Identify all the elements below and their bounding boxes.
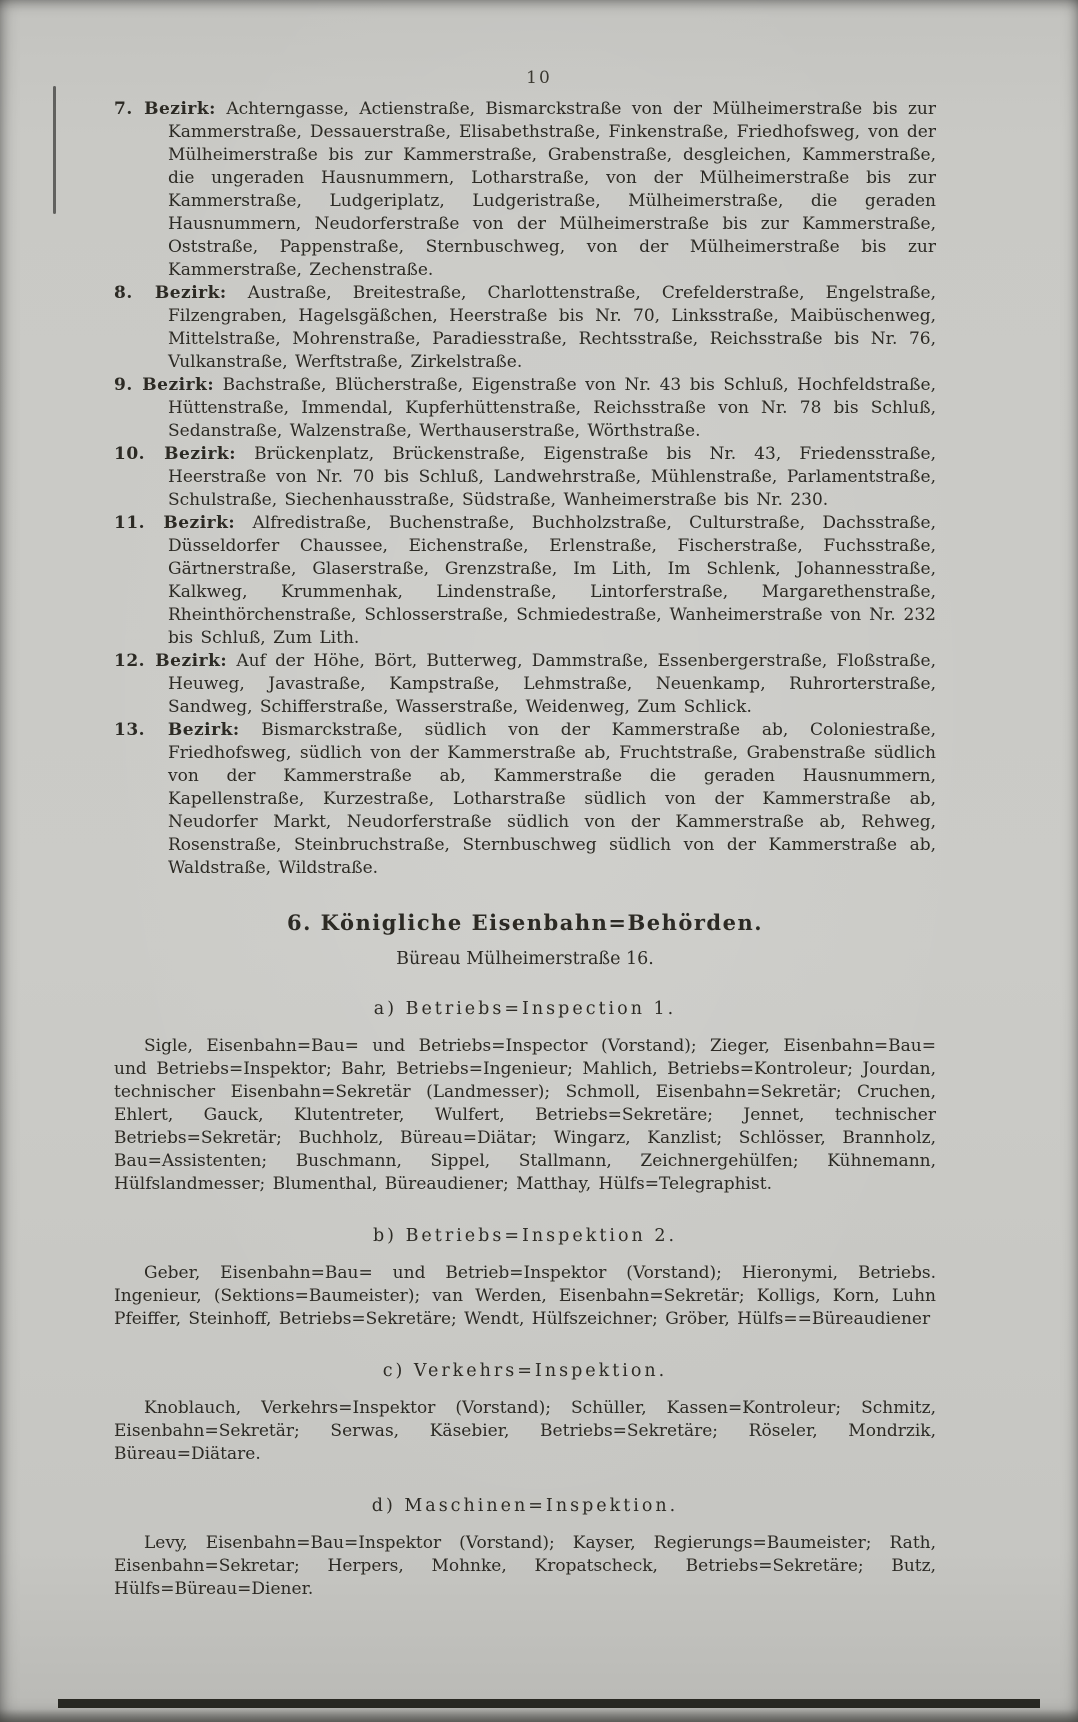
district-entry-8 <box>114 282 936 374</box>
district-label: 10. Bezirk: <box>114 444 236 464</box>
district-text: Bismarckstraße, südlich von der Kammerstraße ab, Coloniestraße, Friedhofsweg, südlich von der Kammerstraße ab, Fruchtstraße, Grabenstraße südlich von der Kammerstraße ab, Kammerstraße die geraden Hausnummern, Kapellenstraße, Kurzestraße, Lotharstraße südlich von der Kammerstraße ab, Neudorfer Markt, Neudorferstraße südlich von der Kammerstraße ab, Rehweg, Rosenstraße, Steinbruchstraße, Sternbuschweg südlich von der Kammerstraße ab, Waldstraße, Wildstraße. <box>168 720 936 878</box>
district-entry-10 <box>114 443 936 512</box>
district-text: Bachstraße, Blücherstraße, Eigenstraße von Nr. 43 bis Schluß, Hochfeldstraße, Hüttenstraße, Immendal, Kupferhüttenstraße, Reichsstraße von Nr. 78 bis Schluß, Sedanstraße, Walzenstraße, Werthauserstraße, Wörthstraße. <box>168 375 936 441</box>
district-entry-11 <box>114 512 936 650</box>
subsection-heading-c: c) Verkehrs=Inspektion. <box>382 1361 668 1381</box>
subsection-body-c: Knoblauch, Verkehrs=Inspektor (Vorstand); Schüller, Kassen=Kontroleur; Schmitz, Eisenbahn=Sekretär; Serwas, Käsebier, Betriebs=Sekretäre; Röseler, Mondrzik, Büreau=Diätare. <box>114 1398 936 1464</box>
district-text: Alfredistraße, Buchenstraße, Buchholzstraße, Culturstraße, Dachsstraße, Düsseldorfer Chaussee, Eichenstraße, Erlenstraße, Fischerstraße, Fuchsstraße, Gärtnerstraße, Glaserstraße, Grenzstraße, Im Lith, Im Schlenk, Johannesstraße, Kalkweg, Krummenhak, Lindenstraße, Lintorferstraße, Margarethenstraße, Rheinthörchenstraße, Schlosserstraße, Schmiedestraße, Wanheimerstraße von Nr. 232 bis Schluß, Zum Lith. <box>168 513 936 648</box>
district-label: 8. Bezirk: <box>114 283 227 303</box>
subsection-body-a: Sigle, Eisenbahn=Bau= und Betriebs=Inspector (Vorstand); Zieger, Eisenbahn=Bau= und Betriebs=Inspektor; Bahr, Betriebs=Ingenieur; Mahlich, Betriebs=Kontroleur; Jourdan, technischer Eisenbahn=Sekretär (Landmesser); Schmoll, Eisenbahn=Sekretär; Cruchen, Ehlert, Gauck, Klutentreter, Wulfert, Betriebs=Sekretäre; Jennet, technischer Betriebs=Sekretär; Buchholz, Büreau=Diätar; Wingarz, Kanzlist; Schlösser, Brannholz, Bau=Assistenten; Buschmann, Sippel, Stallmann, Zeichnergehülfen; Kühnemann, Hülfslandmesser; Blumenthal, Büreaudiener; Matthay, Hülfs=Telegraphist. <box>114 1036 936 1194</box>
district-label: 9. Bezirk: <box>114 375 215 395</box>
page-number: 10 <box>526 68 552 88</box>
district-entry-7 <box>114 98 936 282</box>
district-label: 13. Bezirk: <box>114 720 240 740</box>
subsection-body-b: Geber, Eisenbahn=Bau= und Betrieb=Inspektor (Vorstand); Hieronymi, Betriebs. Ingenieur, (Sektions=Baumeister); van Werden, Eisenbahn=Sekretär; Kolligs, Korn, Luhn Pfeiffer, Steinhoff, Betriebs=Sekretäre; Wendt, Hülfszeichner; Gröber, Hülfs==Büreaudiener <box>114 1263 936 1329</box>
district-text: Brückenplatz, Brückenstraße, Eigenstraße bis Nr. 43, Friedensstraße, Heerstraße von Nr. 70 bis Schluß, Landwehrstraße, Mühlenstraße, Parlamentstraße, Schulstraße, Siechenhausstraße, Südstraße, Wanheimerstraße bis Nr. 230. <box>168 444 936 510</box>
district-label: 7. Bezirk: <box>114 99 216 119</box>
district-entry-12 <box>114 650 936 719</box>
district-text: Austraße, Breitestraße, Charlottenstraße, Crefelderstraße, Engelstraße, Filzengraben, Hagelsgäßchen, Heerstraße bis Nr. 70, Linksstraße, Maibüschenweg, Mittelstraße, Mohrenstraße, Paradiesstraße, Rechtsstraße, Reichsstraße bis Nr. 76, Vulkanstraße, Werftstraße, Zirkelstraße. <box>168 283 936 372</box>
subsection-heading-d: d) Maschinen=Inspektion. <box>371 1496 679 1516</box>
scan-artifact-bottom-edge <box>0 1709 1078 1722</box>
section-title: 6. Königliche Eisenbahn=Behörden. <box>286 910 764 935</box>
section-subtitle: Büreau Mülheimerstraße 16. <box>396 949 654 969</box>
subsection-body-d: Levy, Eisenbahn=Bau=Inspektor (Vorstand); Kayser, Regierungs=Baumeister; Rath, Eisenbahn=Sekretar; Herpers, Mohnke, Kropatscheck, Betriebs=Sekretäre; Butz, Hülfs=Büreau=Diener. <box>114 1533 936 1599</box>
page-content <box>114 98 936 1601</box>
district-entry-13 <box>114 719 936 880</box>
subsection-heading-b: b) Betriebs=Inspektion 2. <box>372 1226 678 1246</box>
district-label: 11. Bezirk: <box>114 513 236 533</box>
scan-artifact-left-mark <box>53 86 56 214</box>
district-text: Achterngasse, Actienstraße, Bismarckstraße von der Mülheimerstraße bis zur Kammerstraße, Dessauerstraße, Elisabethstraße, Finkenstraße, Friedhofsweg, von der Mülheimerstraße bis zur Kammerstraße, Grabenstraße, desgleichen, Kammerstraße, die ungeraden Hausnummern, Lotharstraße, von der Mülheimerstraße bis zur Kammerstraße, Ludgeriplatz, Ludgeristraße, Mülheimerstraße, die geraden Hausnummern, Neudorferstraße von der Mülheimerstraße bis zur Kammerstraße, Oststraße, Pappenstraße, Sternbuschweg, von der Mülheimerstraße bis zur Kammerstraße, Zechenstraße. <box>168 99 936 280</box>
district-entry-9 <box>114 374 936 443</box>
district-label: 12. Bezirk: <box>114 651 228 671</box>
district-text: Auf der Höhe, Bört, Butterweg, Dammstraße, Essenbergerstraße, Floßstraße, Heuweg, Javastraße, Kampstraße, Lehmstraße, Neuenkamp, Ruhrorterstraße, Sandweg, Schifferstraße, Wasserstraße, Weidenweg, Zum Schlick. <box>168 651 936 717</box>
subsection-heading-a: a) Betriebs=Inspection 1. <box>373 999 677 1019</box>
scan-artifact-bottom-strip <box>58 1699 1040 1708</box>
